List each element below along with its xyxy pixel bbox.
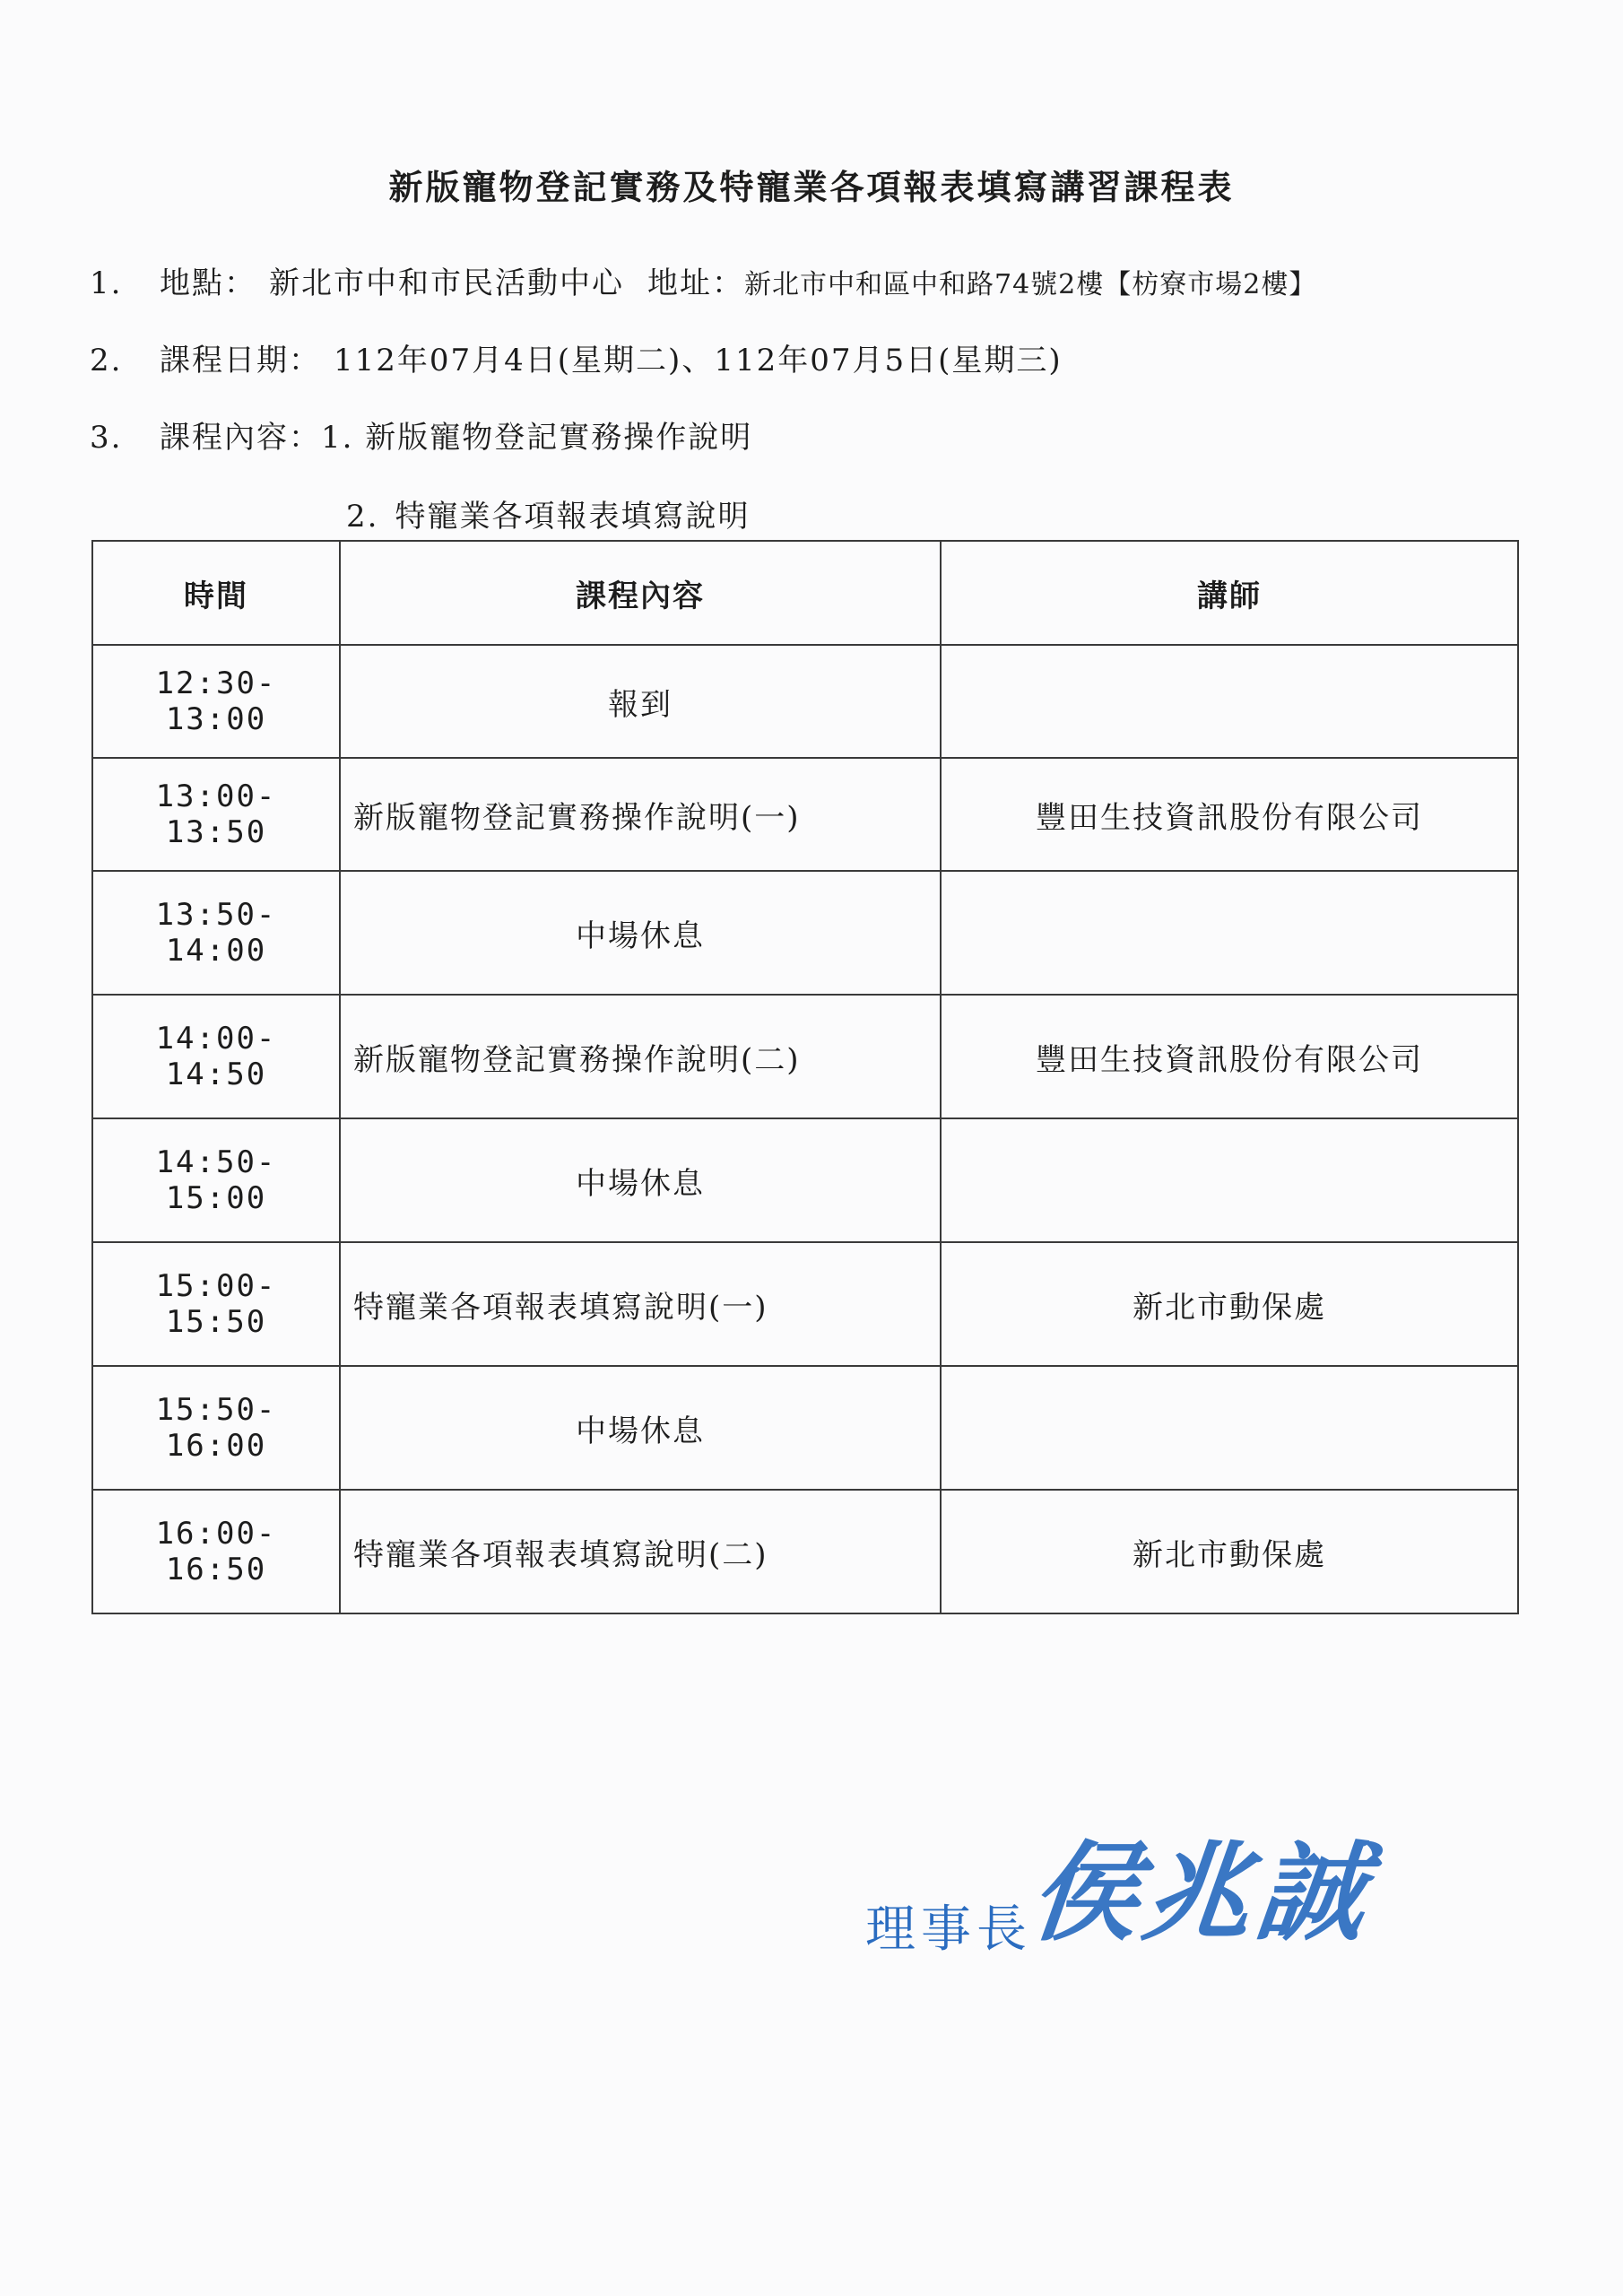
info-label: 課程內容： (160, 420, 321, 456)
cell-teacher (941, 871, 1518, 995)
cell-time: 15:50-16:00 (92, 1366, 340, 1490)
table-header-row (92, 541, 1518, 645)
signature-name: 侯兆誠 (1024, 1830, 1377, 1956)
info-course-content (90, 413, 752, 457)
schedule-table (91, 540, 1519, 1614)
header-content: 課程內容 (340, 541, 941, 645)
table-row (92, 1366, 1518, 1490)
table-row (92, 645, 1518, 758)
chairman-signature-stamp (865, 1807, 1377, 1961)
cell-teacher (941, 1118, 1518, 1242)
info-label: 課程日期： (160, 343, 321, 378)
sub-item-text: 特寵業各項報表填寫說明 (395, 499, 751, 535)
cell-content: 中場休息 (340, 871, 941, 995)
info-number: 2. (90, 343, 123, 378)
info-label: 地點： (160, 265, 256, 301)
cell-time: 14:00-14:50 (92, 995, 340, 1118)
cell-time: 12:30-13:00 (92, 645, 340, 758)
cell-content: 報到 (340, 645, 941, 758)
table-row (92, 758, 1518, 871)
table-row (92, 1118, 1518, 1242)
info-value: 112年07月4日(星期二)、112年07月5日(星期三) (334, 343, 1063, 378)
cell-content: 新版寵物登記實務操作說明(二) (340, 995, 941, 1118)
cell-teacher (941, 1366, 1518, 1490)
table-row (92, 995, 1518, 1118)
cell-teacher (941, 645, 1518, 758)
info-value: 1. 新版寵物登記實務操作說明 (321, 420, 753, 456)
cell-content: 新版寵物登記實務操作說明(一) (340, 758, 941, 871)
cell-time: 16:00-16:50 (92, 1490, 340, 1613)
header-teacher: 講師 (941, 541, 1518, 645)
cell-time: 13:50-14:00 (92, 871, 340, 995)
course-sub-item (346, 491, 750, 535)
table-row (92, 1490, 1518, 1613)
info-location (90, 258, 1316, 302)
cell-content: 特寵業各項報表填寫說明(二) (340, 1490, 941, 1613)
cell-time: 14:50-15:00 (92, 1118, 340, 1242)
table-row (92, 1242, 1518, 1366)
header-time: 時間 (92, 541, 340, 645)
signature-role: 理事長 (865, 1900, 1032, 1959)
document-title: 新版寵物登記實務及特寵業各項報表填寫講習課程表 (388, 167, 1235, 207)
cell-content: 特寵業各項報表填寫說明(一) (340, 1242, 941, 1366)
cell-teacher: 新北市動保處 (941, 1242, 1518, 1366)
sub-item-number: 2. (346, 499, 379, 535)
cell-time: 15:00-15:50 (92, 1242, 340, 1366)
info-number: 3. (90, 420, 123, 456)
cell-content: 中場休息 (340, 1366, 941, 1490)
info-number: 1. (90, 265, 123, 301)
cell-teacher: 豐田生技資訊股份有限公司 (941, 758, 1518, 871)
cell-content: 中場休息 (340, 1118, 941, 1242)
info-course-date (90, 335, 1063, 379)
info-address-value: 新北市中和區中和路74號2樓【枋寮市場2樓】 (744, 269, 1317, 300)
info-address-label: 地址： (647, 265, 744, 301)
info-value: 新北市中和市民活動中心 (269, 265, 624, 301)
cell-time: 13:00-13:50 (92, 758, 340, 871)
cell-teacher: 豐田生技資訊股份有限公司 (941, 995, 1518, 1118)
cell-teacher: 新北市動保處 (941, 1490, 1518, 1613)
table-row (92, 871, 1518, 995)
